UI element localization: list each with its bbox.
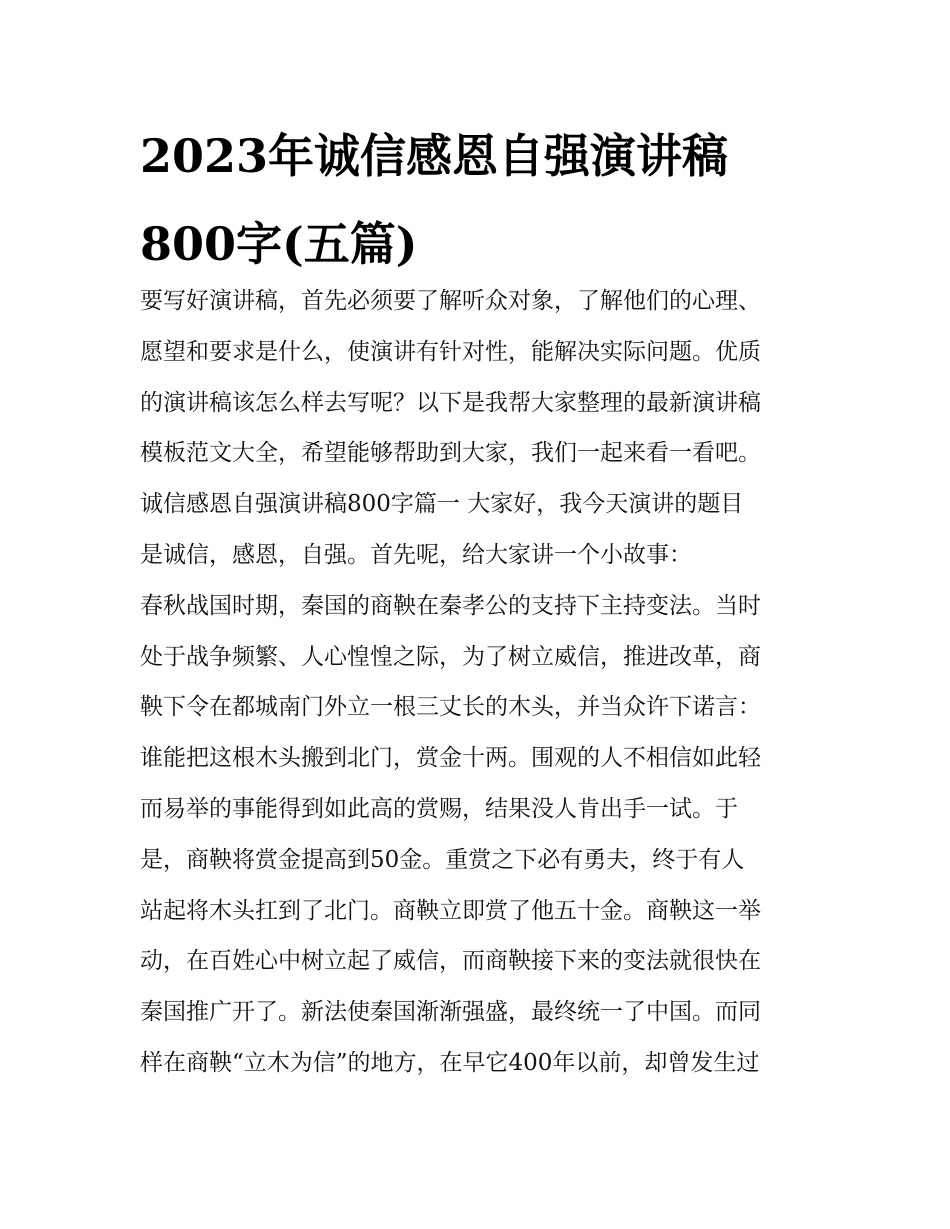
body-line: 春秋战国时期，秦国的商鞅在秦孝公的支持下主持变法。当时 [140,592,761,619]
body-line: 是诚信，感恩，自强。首先呢，给大家讲一个小故事： [140,541,692,568]
body-line: 而易举的事能得到如此高的赏赐，结果没人肯出手一试。于 [140,795,738,822]
body-line: 秦国推广开了。新法使秦国渐渐强盛，最终统一了中国。而同 [140,999,761,1026]
title-line-1: 2023年诚信感恩自强演讲稿 [140,129,729,183]
body-line: 样在商鞅“立木为信”的地方，在早它400年以前，却曾发生过 [140,1049,760,1076]
body-line: 是，商鞅将赏金提高到50金。重赏之下必有勇夫，终于有人 [140,846,745,873]
document-body [140,276,830,1089]
body-line: 动，在百姓心中树立起了威信，而商鞅接下来的变法就很快在 [140,948,761,975]
body-line: 愿望和要求是什么，使演讲有针对性，能解决实际问题。优质 [140,338,761,365]
body-line: 模板范文大全，希望能够帮助到大家，我们一起来看一看吧。 [140,440,761,467]
body-line: 鞅下令在都城南门外立一根三丈长的木头，并当众许下诺言： [140,694,761,721]
body-line: 站起将木头扛到了北门。商鞅立即赏了他五十金。商鞅这一举 [140,897,761,924]
body-line: 要写好演讲稿，首先必须要了解听众对象，了解他们的心理、 [140,288,761,314]
document-title [140,112,830,288]
body-line: 诚信感恩自强演讲稿800字篇一 大家好，我今天演讲的题目 [140,491,744,518]
body-line: 谁能把这根木头搬到北门，赏金十两。围观的人不相信如此轻 [140,745,761,772]
title-line-2: 800字(五篇) [140,217,418,271]
body-line: 处于战争频繁、人心惶惶之际，为了树立威信，推进改革，商 [140,643,761,670]
body-line: 的演讲稿该怎么样去写呢？以下是我帮大家整理的最新演讲稿 [140,389,761,416]
